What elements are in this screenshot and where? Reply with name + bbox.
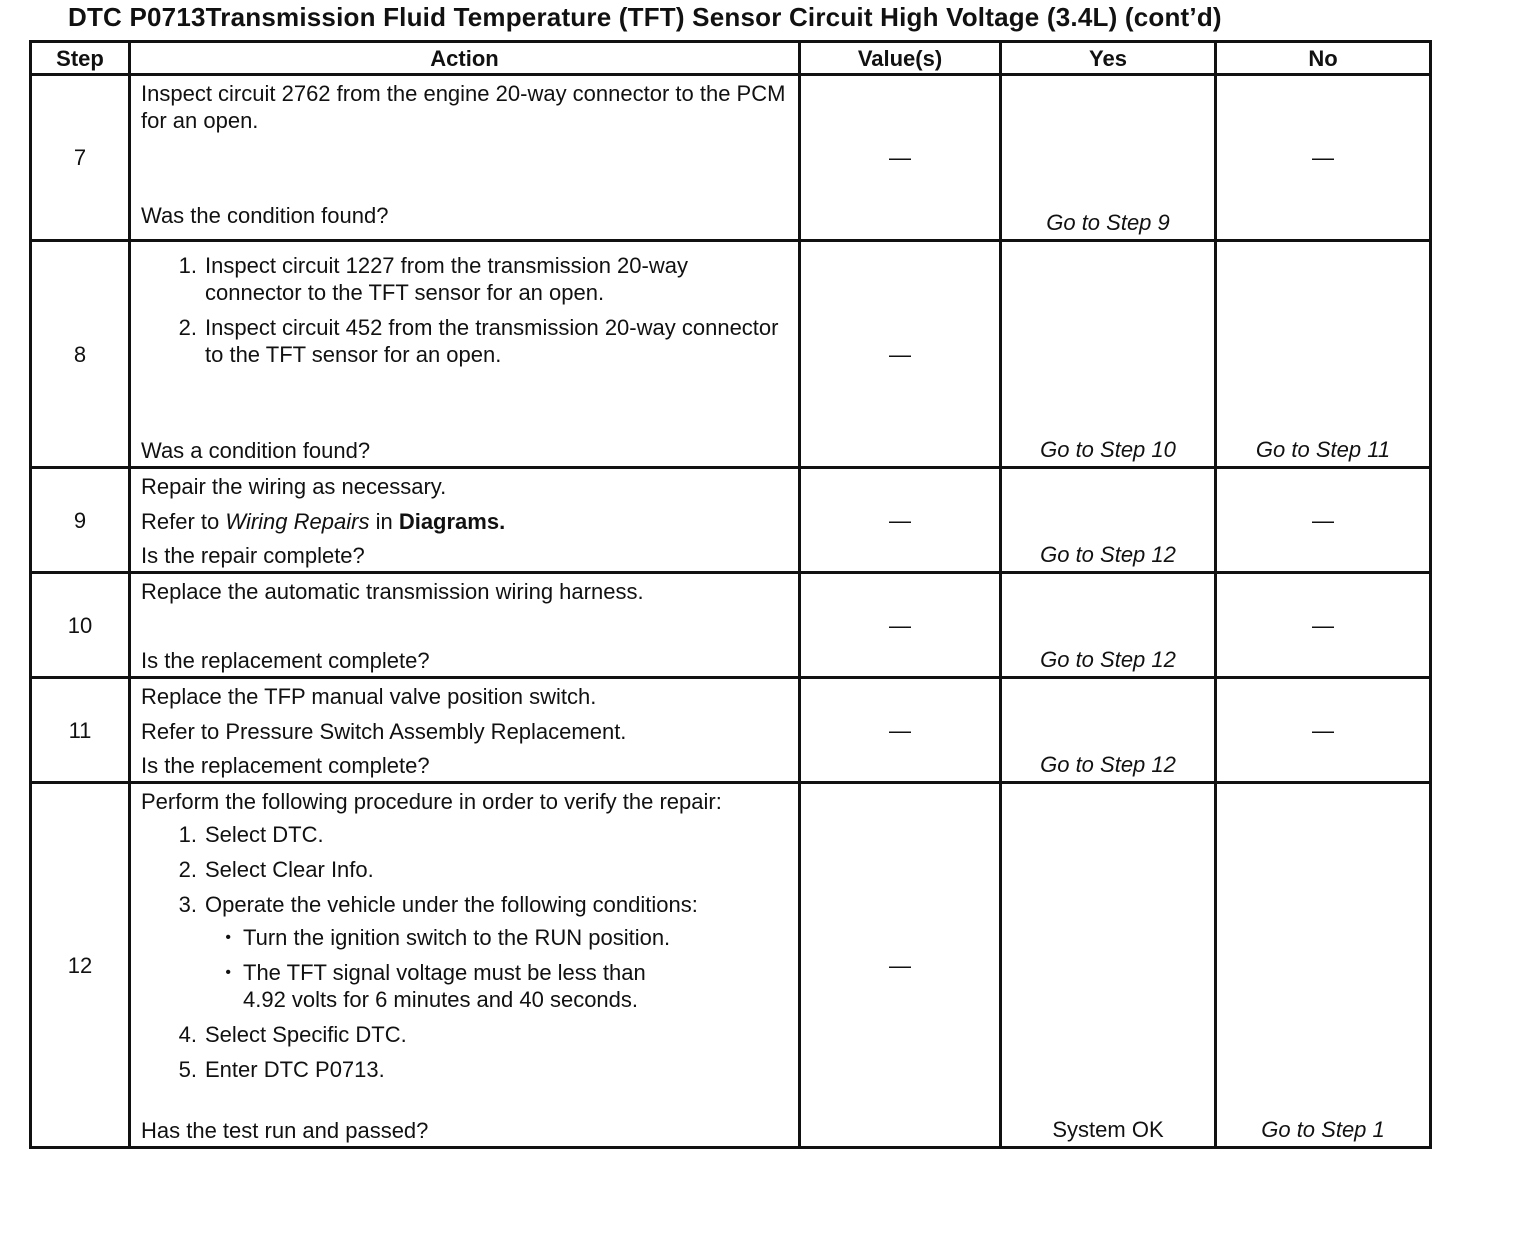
action-cell <box>130 75 800 241</box>
bullet-item <box>141 959 788 1013</box>
step-number: 11 <box>31 678 130 783</box>
value-cell: — <box>800 468 1001 573</box>
list-text: Select DTC. <box>205 822 324 847</box>
step-number: 7 <box>31 75 130 241</box>
step-number: 10 <box>31 573 130 678</box>
list-number: 2. <box>178 857 197 882</box>
list-number: 1. <box>178 253 197 278</box>
no-cell: — <box>1216 678 1431 783</box>
list-text: Select Clear Info. <box>205 857 374 882</box>
action-question: Was a condition found? <box>141 438 371 463</box>
reference-mid: in <box>369 508 399 534</box>
list-item <box>141 314 788 368</box>
value-cell: — <box>800 678 1001 783</box>
table-row-step-8 <box>31 241 1431 468</box>
list-item <box>141 821 788 848</box>
list-number: 2. <box>178 315 197 340</box>
action-steps-list <box>141 821 788 918</box>
list-number: 4. <box>178 1022 197 1047</box>
action-reference: Refer to Pressure Switch Assembly Replacement. <box>141 718 627 744</box>
header-yes: Yes <box>1001 42 1216 75</box>
action-cell <box>130 573 800 678</box>
table-row-step-12 <box>31 783 1431 1148</box>
table-row-step-9 <box>31 468 1431 573</box>
action-text: Inspect circuit 2762 from the engine 20-way connector to the PCM for an open. <box>141 81 786 133</box>
step-number: 8 <box>31 241 130 468</box>
dtc-diagnostic-table <box>29 40 1432 1149</box>
action-text: Repair the wiring as necessary. <box>141 474 447 499</box>
bullet-item <box>141 924 788 951</box>
page-title: DTC P0713Transmission Fluid Temperature (TFT) Sensor Circuit High Voltage (3.4L) (cont’d) <box>68 2 1222 32</box>
list-text: Select Specific DTC. <box>205 1022 407 1047</box>
bullet-icon: • <box>225 964 231 981</box>
no-cell: Go to Step 11 <box>1216 241 1431 468</box>
action-cell <box>130 678 800 783</box>
list-text: Inspect circuit 1227 from the transmission 20-way connector to the TFT sensor for an open. <box>205 253 688 305</box>
no-cell: — <box>1216 468 1431 573</box>
action-question: Is the replacement complete? <box>141 648 430 673</box>
step-number: 9 <box>31 468 130 573</box>
yes-cell: Go to Step 9 <box>1001 75 1216 241</box>
action-question: Is the repair complete? <box>141 543 365 568</box>
reference-prefix: Refer to <box>141 508 226 534</box>
action-steps-list-continued <box>141 1021 788 1083</box>
value-cell: — <box>800 783 1001 1148</box>
bullet-text: Turn the ignition switch to the RUN position. <box>243 925 671 950</box>
list-number: 3. <box>178 892 197 917</box>
value-cell: — <box>800 241 1001 468</box>
list-item <box>141 1056 788 1083</box>
yes-cell: Go to Step 12 <box>1001 678 1216 783</box>
list-item <box>141 252 788 306</box>
list-text: Operate the vehicle under the following conditions: <box>205 892 698 917</box>
header-row <box>31 42 1431 75</box>
action-reference <box>141 508 788 535</box>
table-row-step-11 <box>31 678 1431 783</box>
no-cell: — <box>1216 75 1431 241</box>
yes-cell: Go to Step 12 <box>1001 573 1216 678</box>
list-item <box>141 1021 788 1048</box>
list-text: Enter DTC P0713. <box>205 1057 385 1082</box>
header-no: No <box>1216 42 1431 75</box>
table-row-step-7 <box>31 75 1431 241</box>
reference-diagrams: Diagrams. <box>398 508 506 534</box>
no-cell: Go to Step 1 <box>1216 783 1431 1148</box>
list-item <box>141 891 788 918</box>
action-question: Was the condition found? <box>141 203 389 228</box>
bullet-icon: • <box>225 929 231 946</box>
step-number: 12 <box>31 783 130 1148</box>
yes-cell: Go to Step 12 <box>1001 468 1216 573</box>
action-question: Has the test run and passed? <box>141 1118 429 1143</box>
list-text: Inspect circuit 452 from the transmission 20-way connector to the TFT sensor for an open. <box>205 315 779 367</box>
action-text: Replace the TFP manual valve position switch. <box>141 684 597 709</box>
action-cell <box>130 468 800 573</box>
action-cell <box>130 241 800 468</box>
header-step: Step <box>31 42 130 75</box>
list-number: 1. <box>178 822 197 847</box>
header-action: Action <box>130 42 800 75</box>
action-steps-list <box>141 252 788 376</box>
reference-link-wiring-repairs: Wiring Repairs <box>225 508 370 534</box>
table-row-step-10 <box>31 573 1431 678</box>
value-cell: — <box>800 75 1001 241</box>
conditions-bullet-list <box>141 924 788 1013</box>
action-text: Replace the automatic transmission wiring harness. <box>141 579 644 604</box>
yes-cell: Go to Step 10 <box>1001 241 1216 468</box>
list-number: 5. <box>178 1057 197 1082</box>
no-cell: — <box>1216 573 1431 678</box>
action-cell <box>130 783 800 1148</box>
yes-cell: System OK <box>1001 783 1216 1148</box>
list-item <box>141 856 788 883</box>
action-question: Is the replacement complete? <box>141 753 430 778</box>
header-values: Value(s) <box>800 42 1001 75</box>
bullet-text: The TFT signal voltage must be less than 4.92 volts for 6 minutes and 40 seconds. <box>243 960 646 1012</box>
value-cell: — <box>800 573 1001 678</box>
action-intro: Perform the following procedure in order to verify the repair: <box>141 789 722 814</box>
